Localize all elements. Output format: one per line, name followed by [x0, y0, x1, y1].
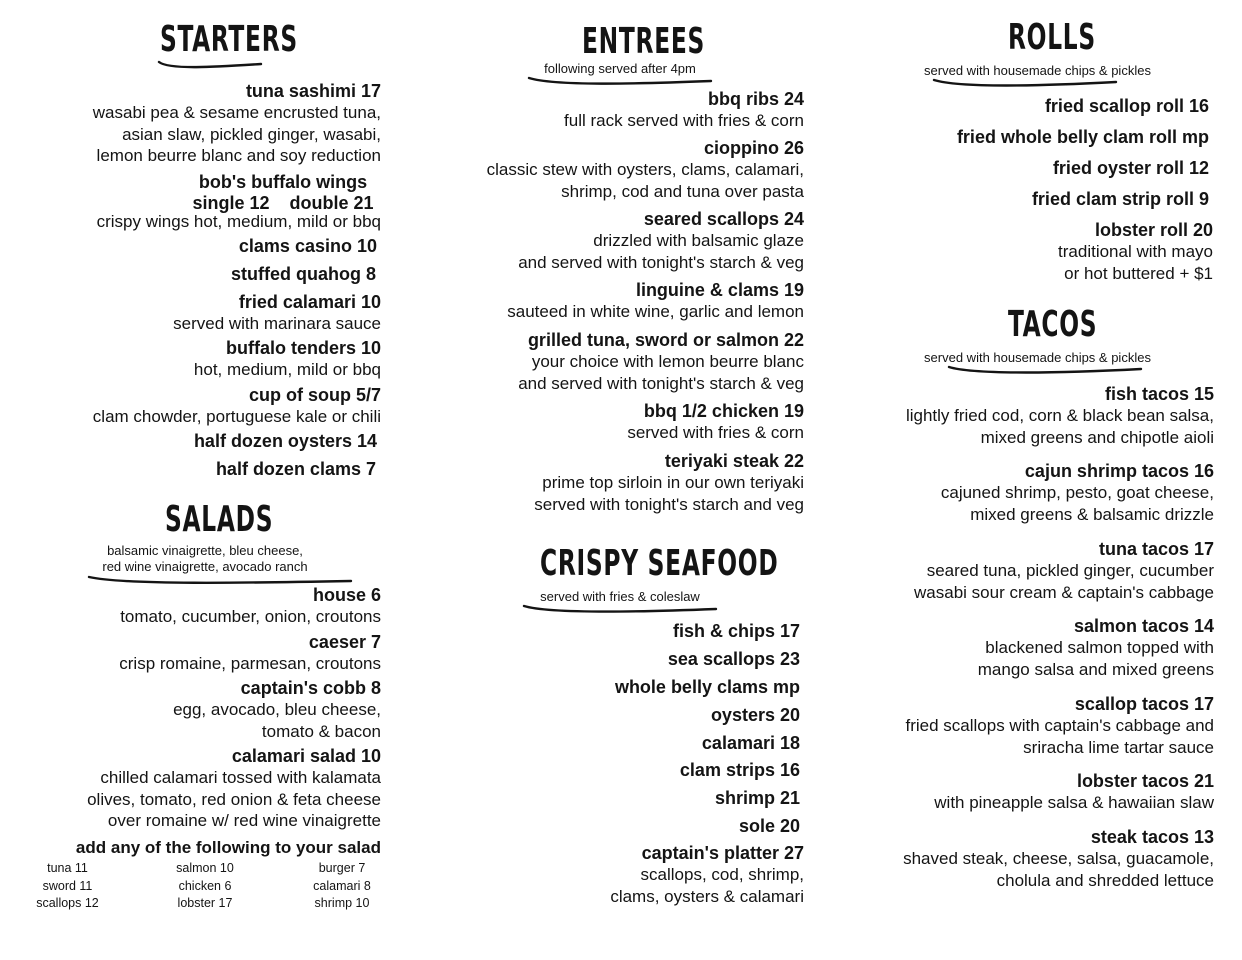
item-name: scallop tacos 17	[1074, 694, 1214, 714]
starters-list	[93, 81, 381, 167]
crispy-shrimp	[715, 788, 800, 809]
starters-wings-desc	[97, 211, 381, 233]
item-name: oysters 20	[710, 705, 800, 725]
rolls-clam-strip	[1032, 189, 1209, 210]
item-desc: lightly fried cod, corn & black bean salsa,	[905, 406, 1214, 425]
crispy-sole	[739, 816, 800, 837]
item-name: stuffed quahog 8	[231, 264, 376, 284]
item-desc: seared tuna, pickled ginger, cucumber	[926, 561, 1214, 580]
item-desc: asian slaw, pickled ginger, wasabi,	[122, 124, 381, 144]
dressing-line: balsamic vinaigrette, bleu cheese,	[107, 543, 303, 558]
item-desc: cholula and shredded lettuce	[996, 870, 1214, 890]
rolls-lobster	[1058, 220, 1213, 284]
item-name: clam strips 16	[679, 760, 800, 780]
item-name: linguine & clams 19	[635, 280, 804, 300]
item-name: fried clam strip roll 9	[1031, 189, 1209, 209]
item-desc: traditional with mayo	[1058, 242, 1213, 261]
entrees-chicken	[627, 401, 804, 444]
starters-tenders	[194, 338, 381, 381]
item-desc: chilled calamari tossed with kalamata	[100, 768, 381, 787]
addon-item: tuna 11	[47, 861, 88, 875]
salads-heading: SALADS	[165, 499, 274, 540]
salads-calamari	[87, 746, 381, 832]
item-desc: shaved steak, cheese, salsa, guacamole,	[903, 849, 1214, 868]
item-name: house 6	[312, 585, 381, 605]
item-desc: mixed greens and chipotle aioli	[980, 427, 1214, 447]
item-desc: mango salsa and mixed greens	[977, 659, 1214, 679]
salads-addons-title	[76, 837, 381, 858]
item-name: shrimp 21	[714, 788, 800, 808]
rolls-swoosh	[930, 76, 1120, 92]
item-name: cup of soup 5/7	[248, 385, 381, 405]
item-desc: prime top sirloin in our own teriyaki	[542, 473, 804, 492]
item-desc: crispy wings hot, medium, mild or bbq	[96, 212, 381, 231]
item-desc: or hot buttered + $1	[1064, 263, 1213, 283]
addons-col-3	[297, 860, 387, 913]
entrees-teriyaki	[534, 451, 804, 515]
addon-item: chicken 6	[178, 878, 232, 893]
rolls-note: served with housemade chips & pickles	[924, 63, 1151, 78]
addon-item: calamari 8	[313, 878, 371, 893]
starters-swoosh	[155, 58, 265, 72]
item-name: fish tacos 15	[1104, 384, 1214, 404]
item-desc: with pineapple salsa & hawaiian slaw	[934, 793, 1214, 812]
item-name: tuna sashimi 17	[245, 81, 381, 101]
salads-caeser	[119, 632, 381, 675]
item-name: captain's platter 27	[641, 843, 804, 863]
addon-item: burger 7	[318, 861, 366, 875]
item-name: whole belly clams mp	[614, 677, 800, 697]
item-desc: crisp romaine, parmesan, croutons	[119, 654, 381, 673]
tacos-lobster	[934, 771, 1214, 814]
starters-wings	[178, 172, 388, 214]
item-name: buffalo tenders 10	[225, 338, 381, 358]
item-name: salmon tacos 14	[1073, 616, 1214, 636]
item-desc: scallops, cod, shrimp,	[640, 865, 804, 884]
item-name: calamari salad 10	[231, 746, 381, 766]
rolls-heading: ROLLS	[1008, 17, 1096, 58]
item-name: captain's cobb 8	[240, 678, 381, 698]
item-name: teriyaki steak 22	[664, 451, 804, 471]
item-name: lobster roll 20	[1094, 220, 1213, 240]
tacos-fish	[906, 384, 1214, 448]
item-name: tuna tacos 17	[1098, 539, 1214, 559]
starters-clams	[216, 459, 376, 480]
addon-item: salmon 10	[176, 861, 234, 875]
addons-title: add any of the following to your salad	[75, 838, 381, 857]
entrees-note: following served after 4pm	[544, 61, 696, 76]
item-name: caeser 7	[308, 632, 381, 652]
item-name: steak tacos 13	[1090, 827, 1214, 847]
item-desc: wasabi sour cream & captain's cabbage	[914, 582, 1214, 602]
item-desc: clam chowder, portuguese kale or chili	[92, 407, 381, 426]
starters-quahog	[231, 264, 376, 285]
item-desc: sriracha lime tartar sauce	[1023, 737, 1214, 757]
salads-cobb	[173, 678, 381, 742]
starters-clams-casino	[239, 236, 377, 257]
tacos-scallop	[906, 694, 1215, 758]
item-desc: served with fries & corn	[627, 423, 804, 442]
tacos-heading: TACOS	[1008, 304, 1098, 345]
item-desc: your choice with lemon beurre blanc	[531, 352, 804, 371]
item-desc: egg, avocado, bleu cheese,	[173, 700, 381, 719]
entrees-swoosh	[525, 74, 715, 90]
rolls-scallop	[1045, 96, 1209, 117]
item-desc: clams, oysters & calamari	[610, 886, 804, 906]
salads-list	[120, 585, 381, 628]
tacos-cajun	[941, 461, 1214, 525]
item-name: lobster tacos 21	[1076, 771, 1214, 791]
crispy-scallops	[668, 649, 800, 670]
item-desc: fried scallops with captain's cabbage and	[905, 716, 1214, 735]
tacos-swoosh	[945, 363, 1145, 379]
item-name: single 12 double 21	[192, 193, 374, 213]
item-desc: mixed greens & balsamic drizzle	[970, 504, 1214, 524]
item-desc: served with marinara sauce	[173, 314, 381, 333]
crispy-fish	[673, 621, 800, 642]
item-name: clams casino 10	[238, 236, 377, 256]
crispy-clams	[615, 677, 800, 698]
entrees-grilled	[518, 330, 804, 394]
item-desc: served with tonight's starch and veg	[534, 494, 804, 514]
item-desc: classic stew with oysters, clams, calamari,	[486, 160, 804, 179]
item-name: fried oyster roll 12	[1052, 158, 1209, 178]
item-desc: hot, medium, mild or bbq	[193, 360, 381, 379]
crispy-calamari	[702, 733, 800, 754]
entrees-linguine	[507, 280, 804, 323]
item-desc: wasabi pea & sesame encrusted tuna,	[92, 103, 381, 122]
item-desc: tomato & bacon	[261, 721, 381, 741]
crispy-platter	[610, 843, 804, 907]
item-name: sole 20	[738, 816, 800, 836]
item-name: grilled tuna, sword or salmon 22	[527, 330, 804, 350]
item-name: fried scallop roll 16	[1044, 96, 1209, 116]
addon-item: lobster 17	[177, 896, 233, 910]
crispy-heading: CRISPY SEAFOOD	[540, 543, 779, 584]
entrees-heading: ENTREES	[582, 21, 706, 62]
item-name: bbq ribs 24	[707, 89, 804, 109]
starters-soup	[93, 385, 381, 428]
item-name: cioppino 26	[703, 138, 804, 158]
addon-item: scallops 12	[36, 896, 99, 910]
entrees-ribs	[564, 89, 804, 132]
item-name: half dozen oysters 14	[193, 431, 377, 451]
addon-item: shrimp 10	[314, 896, 370, 910]
item-desc: full rack served with fries & corn	[564, 111, 804, 130]
addons-col-1	[25, 860, 110, 913]
item-name: seared scallops 24	[643, 209, 804, 229]
item-desc: blackened salmon topped with	[985, 638, 1214, 657]
rolls-belly-clam	[957, 127, 1209, 148]
dressing-line: red wine vinaigrette, avocado ranch	[102, 559, 308, 574]
item-desc: tomato, cucumber, onion, croutons	[120, 607, 381, 626]
addon-item: sword 11	[42, 878, 93, 893]
tacos-steak	[903, 827, 1214, 891]
salads-sub	[60, 543, 350, 575]
item-desc: and served with tonight's starch & veg	[518, 252, 804, 272]
crispy-strips	[680, 760, 800, 781]
starters-calamari	[173, 292, 381, 335]
item-desc: cajuned shrimp, pesto, goat cheese,	[940, 483, 1214, 502]
item-desc: olives, tomato, red onion & feta cheese	[87, 789, 381, 809]
crispy-note: served with fries & coleslaw	[540, 589, 700, 604]
item-name: fried calamari 10	[238, 292, 381, 312]
item-name: bob's buffalo wings	[198, 172, 368, 192]
crispy-swoosh	[520, 602, 720, 618]
item-name: cajun shrimp tacos 16	[1024, 461, 1214, 481]
item-desc: and served with tonight's starch & veg	[518, 373, 804, 393]
item-name: sea scallops 23	[667, 649, 800, 669]
item-name: bbq 1/2 chicken 19	[643, 401, 804, 421]
starters-oysters	[194, 431, 377, 452]
item-desc: shrimp, cod and tuna over pasta	[561, 181, 804, 201]
item-name: fried whole belly clam roll mp	[956, 127, 1209, 147]
crispy-oysters	[711, 705, 800, 726]
tacos-salmon	[978, 616, 1214, 680]
item-name: half dozen clams 7	[215, 459, 376, 479]
starters-heading: STARTERS	[160, 19, 298, 60]
tacos-tuna	[914, 539, 1214, 603]
item-desc: over romaine w/ red wine vinaigrette	[107, 811, 381, 830]
addons-col-2	[160, 860, 250, 913]
item-desc: lemon beurre blanc and soy reduction	[96, 146, 381, 165]
tacos-note: served with housemade chips & pickles	[924, 350, 1151, 365]
item-name: fish & chips 17	[672, 621, 800, 641]
item-desc: sauteed in white wine, garlic and lemon	[507, 302, 804, 321]
entrees-scallops	[518, 209, 804, 273]
entrees-cioppino	[487, 138, 804, 202]
item-name: calamari 18	[701, 733, 800, 753]
item-desc: drizzled with balsamic glaze	[593, 231, 804, 250]
rolls-oyster	[1053, 158, 1209, 179]
